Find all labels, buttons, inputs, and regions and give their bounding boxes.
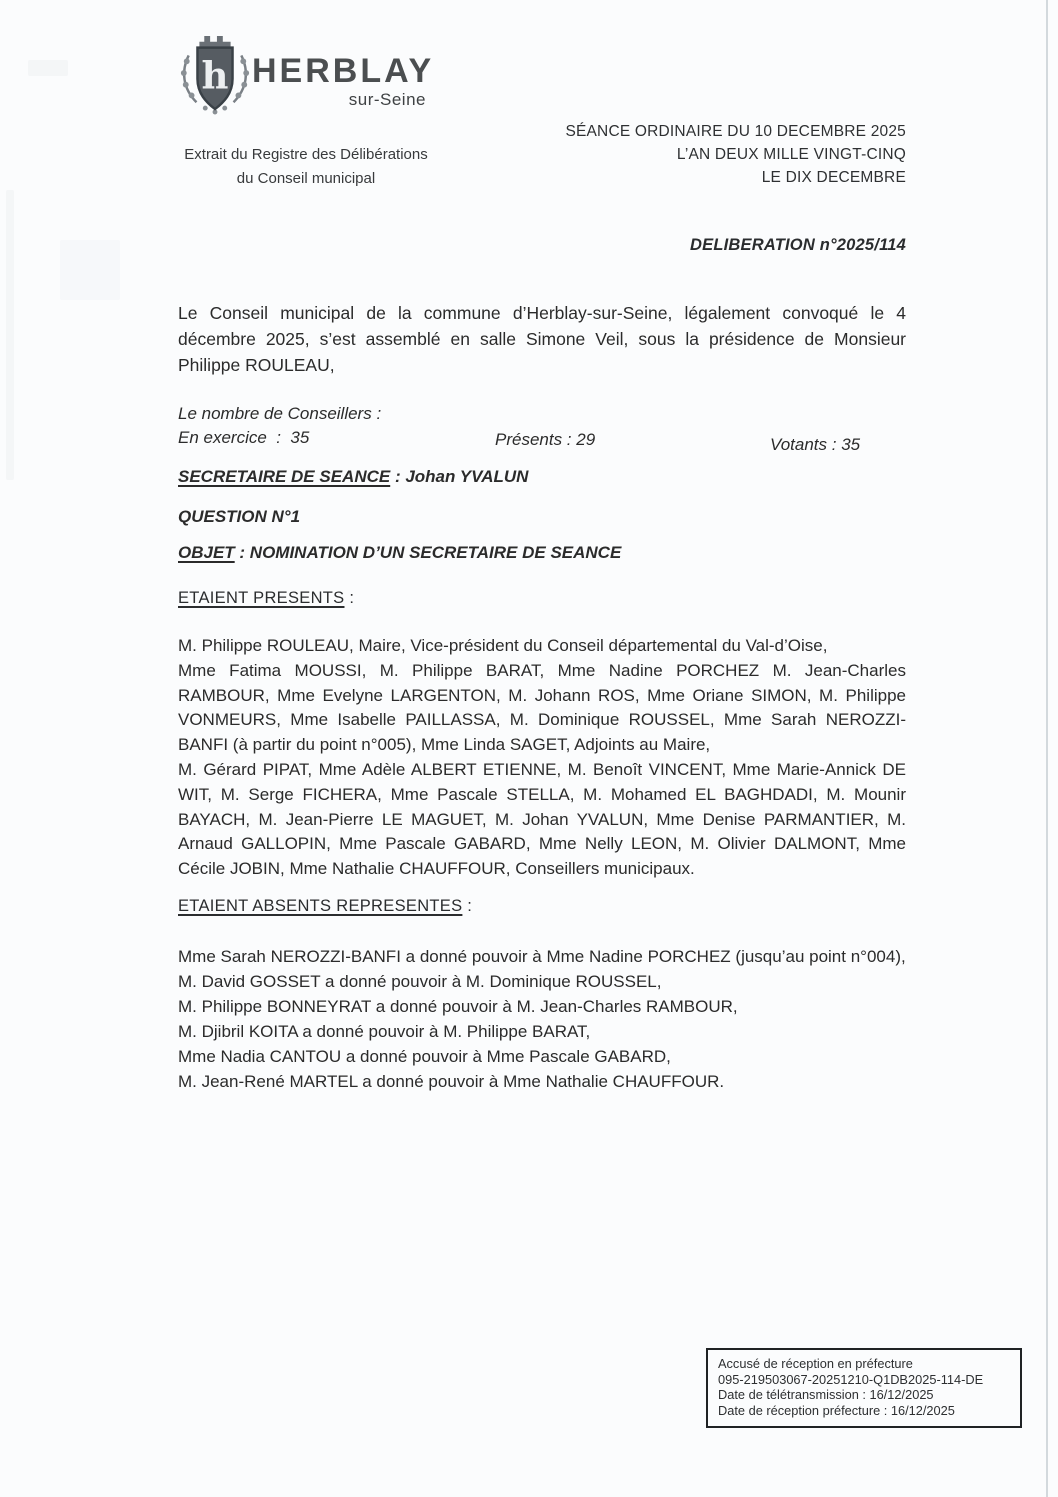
secretaire-label: SECRETAIRE DE SEANCE bbox=[178, 467, 391, 486]
scan-noise bbox=[60, 240, 120, 300]
prefecture-stamp-box bbox=[706, 1348, 1022, 1428]
stamp-title: Accusé de réception en préfecture bbox=[718, 1356, 913, 1371]
registre-caption-line2: du Conseil municipal bbox=[236, 170, 376, 187]
objet-label: OBJET bbox=[178, 543, 235, 562]
absent-pouvoir-line: Mme Sarah NEROZZI-BANFI a donné pouvoir à Mme Nadine PORCHEZ (jusqu’au point n°004), bbox=[178, 947, 906, 966]
deliberation-number: DELIBERATION n°2025/114 bbox=[690, 236, 906, 254]
stamp-reception-date: Date de réception préfecture : 16/12/2025 bbox=[718, 1402, 955, 1418]
intro-paragraph: Le Conseil municipal de la commune d’Herblay-sur-Seine, légalement convoqué le 4 décembre 2025, s’est assemblé en salle Simone Veil, sous la présidence de Monsieur Philippe ROULEAU, bbox=[178, 303, 906, 375]
presents-paragraph-adjoints: Mme Fatima MOUSSI, M. Philippe BARAT, Mme Nadine PORCHEZ M. Jean-Charles RAMBOUR, Mme Evelyne LARGENTON, M. Johann ROS, Mme Oriane SIMON, M. Philippe VONMEURS, Mme Isabelle PAILLASSA, M. Dominique ROUSSEL, Mme Sarah NEROZZI-BANFI (à partir du point n°005), Mme Linda SAGET, Adjoints au Maire, bbox=[178, 660, 906, 755]
absent-pouvoir-line: M. Philippe BONNEYRAT a donné pouvoir à M. Jean-Charles RAMBOUR, bbox=[178, 997, 738, 1016]
conseillers-count-label: Le nombre de Conseillers : bbox=[178, 404, 382, 423]
logo-wordmark: HERBLAY bbox=[252, 52, 435, 90]
coat-of-arms-icon bbox=[176, 28, 254, 118]
session-date-line: SÉANCE ORDINAIRE DU 10 DECEMBRE 2025 bbox=[565, 123, 906, 140]
logo-subtitle: sur-Seine bbox=[348, 90, 426, 109]
objet-value: : NOMINATION D’UN SECRETAIRE DE SEANCE bbox=[234, 543, 622, 562]
absent-pouvoir-line: M. Djibril KOITA a donné pouvoir à M. Philippe BARAT, bbox=[178, 1022, 591, 1041]
presents-heading-colon: : bbox=[344, 589, 355, 607]
session-header bbox=[556, 120, 906, 189]
stamp-transmission-date: Date de télétransmission : 16/12/2025 bbox=[718, 1387, 934, 1403]
svg-text:h: h bbox=[201, 53, 229, 98]
session-day-line: LE DIX DECEMBRE bbox=[761, 169, 906, 186]
absents-heading-text: ETAIENT ABSENTS REPRESENTES bbox=[178, 897, 463, 915]
question-number: QUESTION N°1 bbox=[178, 507, 301, 526]
absent-pouvoir-line: Mme Nadia CANTOU a donné pouvoir à Mme Pascale GABARD, bbox=[178, 1047, 671, 1066]
absent-pouvoir-line: M. David GOSSET a donné pouvoir à M. Dominique ROUSSEL, bbox=[178, 972, 662, 991]
secretaire-value: : Johan YVALUN bbox=[390, 467, 529, 486]
presents-list bbox=[178, 634, 906, 882]
stamp-reference: 095-219503067-20251210-Q1DB2025-114-DE bbox=[718, 1371, 984, 1387]
herblay-crest-logo bbox=[176, 28, 254, 118]
presents-paragraph-conseillers: M. Gérard PIPAT, Mme Adèle ALBERT ETIENNE, M. Benoît VINCENT, Mme Marie-Annick DE WIT, M. Serge FICHERA, Mme Pascale STELLA, M. Mohamed EL BAGHDADI, M. Mounir BAYACH, M. Jean-Pierre LE MAGUET, M. Johan YVALUN, Mme Denise PARMANTIER, M. Arnaud GALLOPIN, Mme Pascale GABARD, Mme Nelly LEON, M. Olivier DALMONT, Mme Cécile JOBIN, Mme Nathalie CHAUFFOUR, Conseillers municipaux. bbox=[178, 759, 906, 879]
secretaire-line bbox=[178, 467, 528, 487]
absents-heading bbox=[178, 897, 472, 916]
registre-caption-line1: Extrait du Registre des Délibérations bbox=[184, 146, 428, 163]
scan-noise bbox=[6, 190, 14, 480]
presents-heading-text: ETAIENT PRESENTS bbox=[178, 589, 345, 607]
registre-caption bbox=[176, 143, 436, 191]
scan-noise bbox=[28, 60, 68, 76]
scan-edge-line bbox=[1046, 0, 1048, 1497]
objet-line bbox=[178, 543, 621, 563]
votants-count: Votants : 35 bbox=[770, 435, 861, 454]
en-exercice-count: En exercice : 35 bbox=[178, 428, 310, 447]
absents-heading-colon: : bbox=[462, 897, 473, 915]
presents-count: Présents : 29 bbox=[495, 430, 596, 449]
absent-pouvoir-line: M. Jean-René MARTEL a donné pouvoir à Mme Nathalie CHAUFFOUR. bbox=[178, 1072, 725, 1091]
absents-list bbox=[178, 944, 906, 1094]
presents-paragraph-maire: M. Philippe ROULEAU, Maire, Vice-président du Conseil départemental du Val-d’Oise, bbox=[178, 636, 828, 655]
session-year-line: L’AN DEUX MILLE VINGT-CINQ bbox=[676, 146, 906, 163]
presents-heading bbox=[178, 589, 354, 608]
